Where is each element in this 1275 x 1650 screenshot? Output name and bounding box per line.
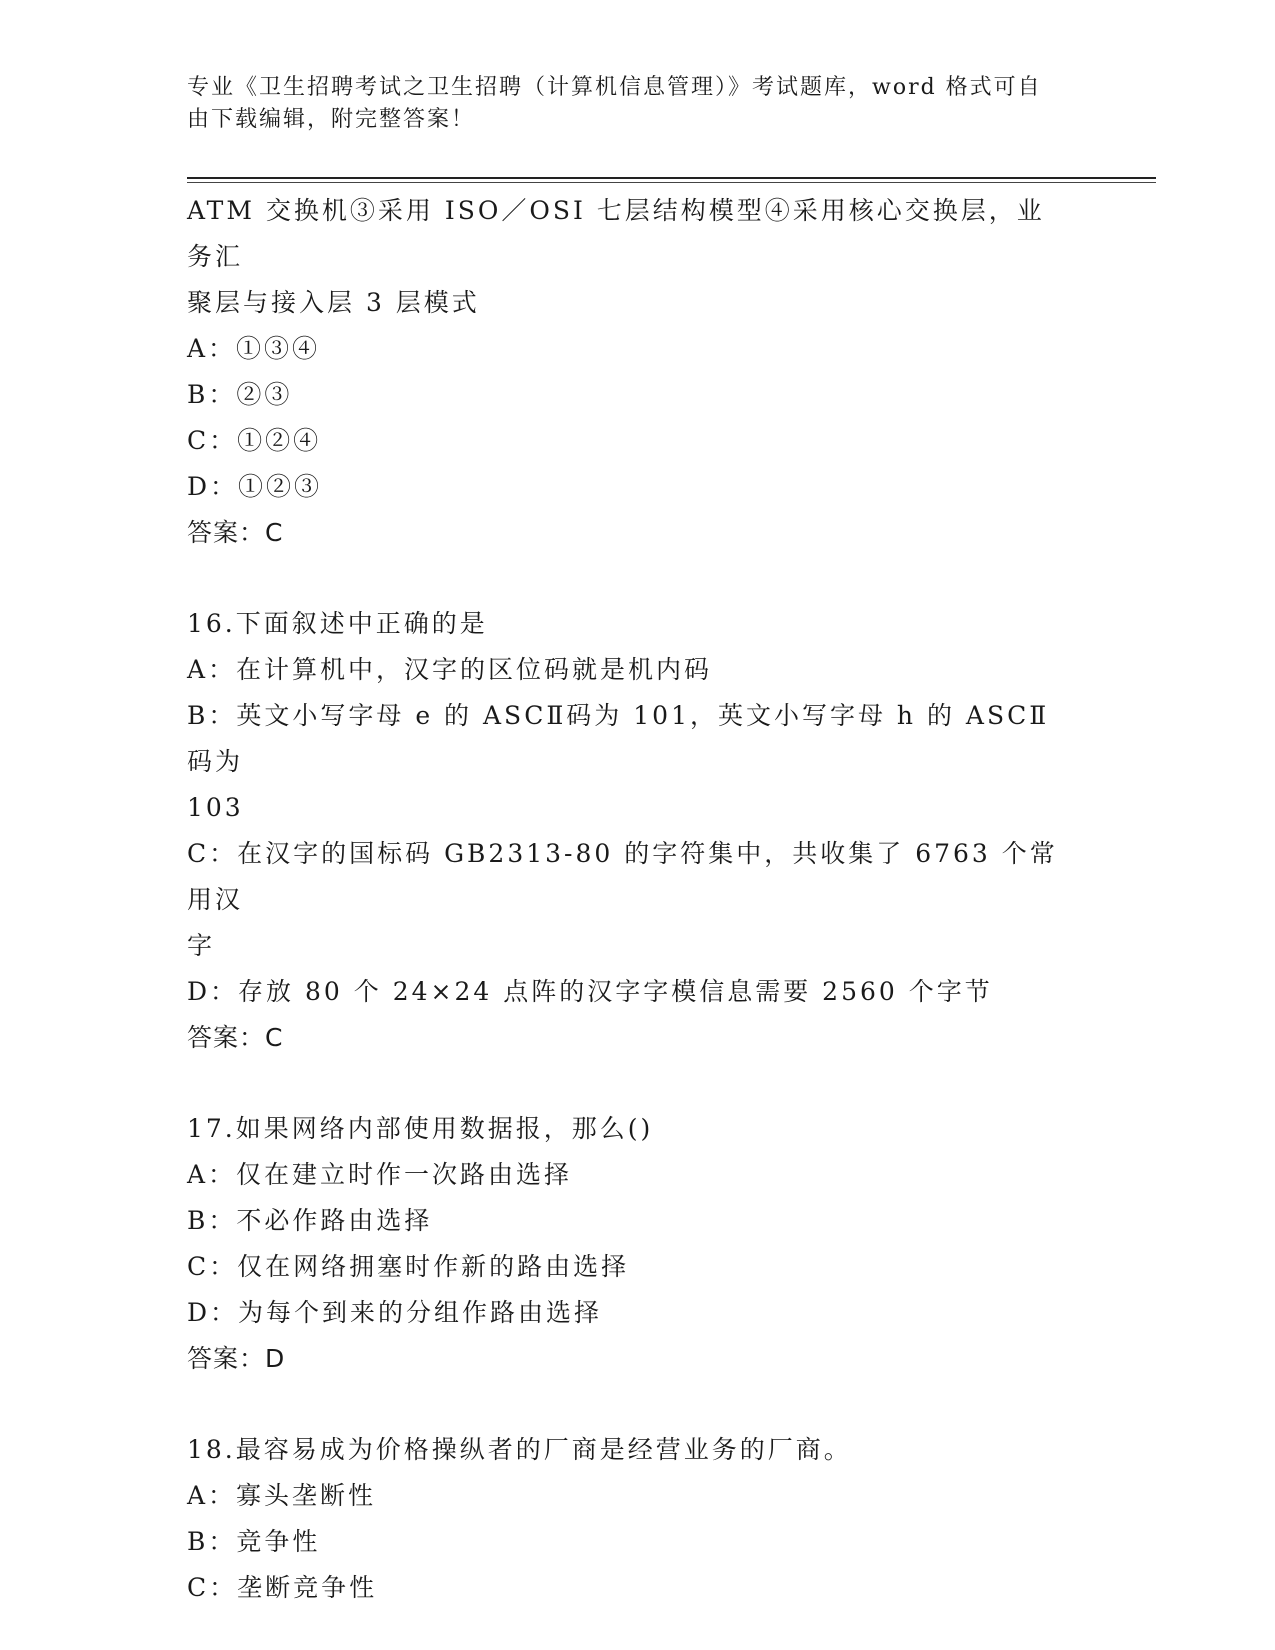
spacer (187, 556, 1067, 601)
option-b: B：不必作路由选择 (187, 1206, 433, 1235)
answer-text: 答案：C (187, 1023, 284, 1052)
question-stem: 18.最容易成为价格操纵者的厂商是经营业务的厂商。 (187, 1435, 852, 1464)
document-header (187, 72, 1067, 136)
spacer (187, 1061, 1067, 1106)
question-17 (187, 1106, 1067, 1382)
question-stem-line: ATM 交换机③采用 ISO／OSI 七层结构模型④采用核心交换层，业务汇 (187, 196, 1045, 271)
option-a: A：仅在建立时作一次路由选择 (187, 1160, 573, 1189)
option-a: A：寡头垄断性 (187, 1481, 377, 1510)
answer-text: 答案：C (187, 518, 284, 547)
option-b: B：竞争性 (187, 1527, 321, 1556)
header-divider-thin (187, 182, 1156, 183)
answer-text: 答案：D (187, 1344, 286, 1373)
option-c: C：仅在网络拥塞时作新的路由选择 (187, 1252, 630, 1281)
option-b: B：②③ (187, 380, 293, 409)
option-c: C：在汉字的国标码 GB2313-80 的字符集中，共收集了 6763 个常用汉 (187, 839, 1058, 914)
question-stem: 16.下面叙述中正确的是 (187, 609, 488, 638)
option-c-continued: 字 (187, 931, 216, 960)
option-a: A：①③④ (187, 334, 321, 363)
option-d: D：为每个到来的分组作路由选择 (187, 1298, 603, 1327)
question-list (187, 188, 1067, 1611)
option-b-continued: 103 (187, 793, 244, 822)
question-18 (187, 1427, 1067, 1611)
option-d: D：存放 80 个 24×24 点阵的汉字字模信息需要 2560 个字节 (187, 977, 993, 1006)
header-divider-thick (187, 177, 1156, 179)
spacer (187, 1382, 1067, 1427)
option-b: B：英文小写字母 e 的 ASCⅡ码为 101，英文小写字母 h 的 ASCⅡ码为 (187, 701, 1050, 776)
question-15 (187, 188, 1067, 556)
header-line-1: 专业《卫生招聘考试之卫生招聘（计算机信息管理）》考试题库，word 格式可自 (187, 75, 1042, 100)
option-a: A：在计算机中，汉字的区位码就是机内码 (187, 655, 713, 684)
option-c: C：①②④ (187, 426, 322, 455)
question-16 (187, 601, 1067, 1061)
header-line-2: 由下载编辑，附完整答案！ (187, 107, 476, 132)
option-c: C：垄断竞争性 (187, 1573, 378, 1602)
option-d: D：①②③ (187, 472, 323, 501)
question-stem-line: 聚层与接入层 3 层模式 (187, 288, 480, 317)
question-stem: 17.如果网络内部使用数据报，那么() (187, 1114, 654, 1143)
